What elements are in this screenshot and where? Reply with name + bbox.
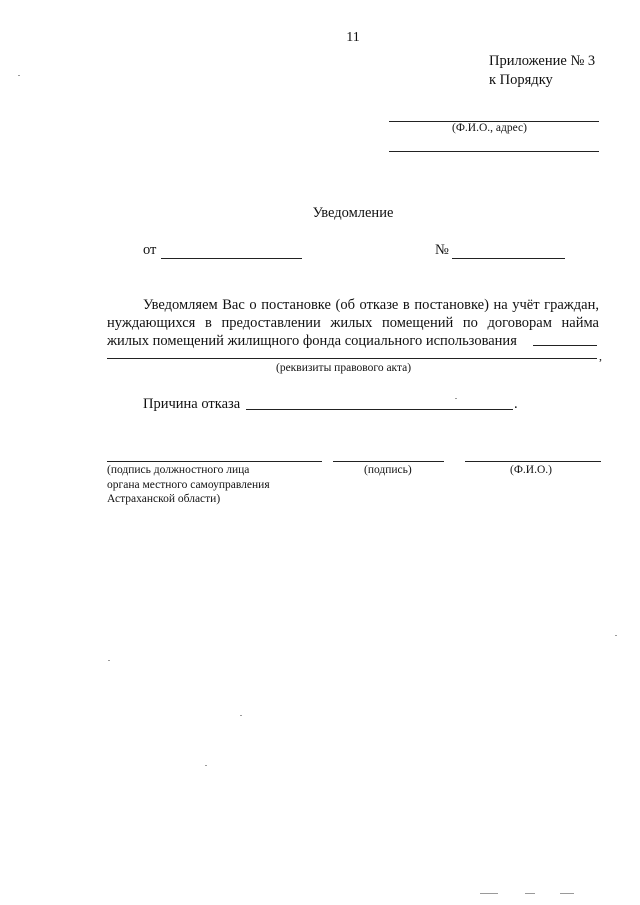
addressee-caption: (Ф.И.О., адрес) bbox=[452, 122, 527, 134]
scan-speck bbox=[240, 715, 242, 716]
scan-speck bbox=[480, 893, 498, 894]
refusal-reason-line bbox=[246, 409, 513, 410]
signature-line bbox=[333, 461, 444, 462]
scan-speck bbox=[455, 398, 457, 399]
official-caption-line-3: Астраханской области) bbox=[107, 493, 221, 505]
scan-speck bbox=[205, 765, 207, 766]
number-line bbox=[452, 258, 565, 259]
appendix-order: к Порядку bbox=[489, 72, 553, 88]
legal-act-caption: (реквизиты правового акта) bbox=[276, 362, 412, 374]
document-title: Уведомление bbox=[312, 205, 394, 221]
appendix-number: Приложение № 3 bbox=[489, 53, 596, 69]
legal-act-mark: , bbox=[599, 349, 602, 363]
legal-act-line bbox=[107, 358, 597, 359]
signature-caption: (подпись) bbox=[364, 464, 412, 476]
official-caption-line-2: органа местного самоуправления bbox=[107, 478, 270, 491]
scan-speck bbox=[615, 635, 617, 636]
page-number: 11 bbox=[346, 30, 360, 45]
paragraph-end-line bbox=[533, 345, 597, 346]
notification-body bbox=[107, 296, 599, 350]
scan-speck bbox=[525, 893, 535, 894]
name-caption: (Ф.И.О.) bbox=[510, 464, 552, 476]
notification-paragraph: Уведомляем Вас о постановке (об отказе в постановке) на учёт граждан, нуждающихся в предоставлении жилых помещений по договорам найма жилых помещений жилищного фонда социального использования bbox=[107, 297, 599, 349]
refusal-reason-label: Причина отказа bbox=[143, 396, 241, 412]
appendix-reference bbox=[489, 52, 595, 90]
scan-speck bbox=[18, 75, 20, 76]
official-caption bbox=[107, 463, 270, 507]
scan-speck bbox=[108, 660, 110, 661]
number-prefix: № bbox=[435, 242, 449, 258]
date-prefix: от bbox=[143, 242, 157, 258]
refusal-reason-end: . bbox=[514, 396, 518, 412]
addressee-address-line bbox=[389, 151, 599, 152]
official-signature-line bbox=[107, 461, 322, 462]
official-caption-line-1: (подпись должностного лица bbox=[107, 464, 250, 476]
name-line bbox=[465, 461, 601, 462]
scan-speck bbox=[560, 893, 574, 894]
date-line bbox=[161, 258, 302, 259]
